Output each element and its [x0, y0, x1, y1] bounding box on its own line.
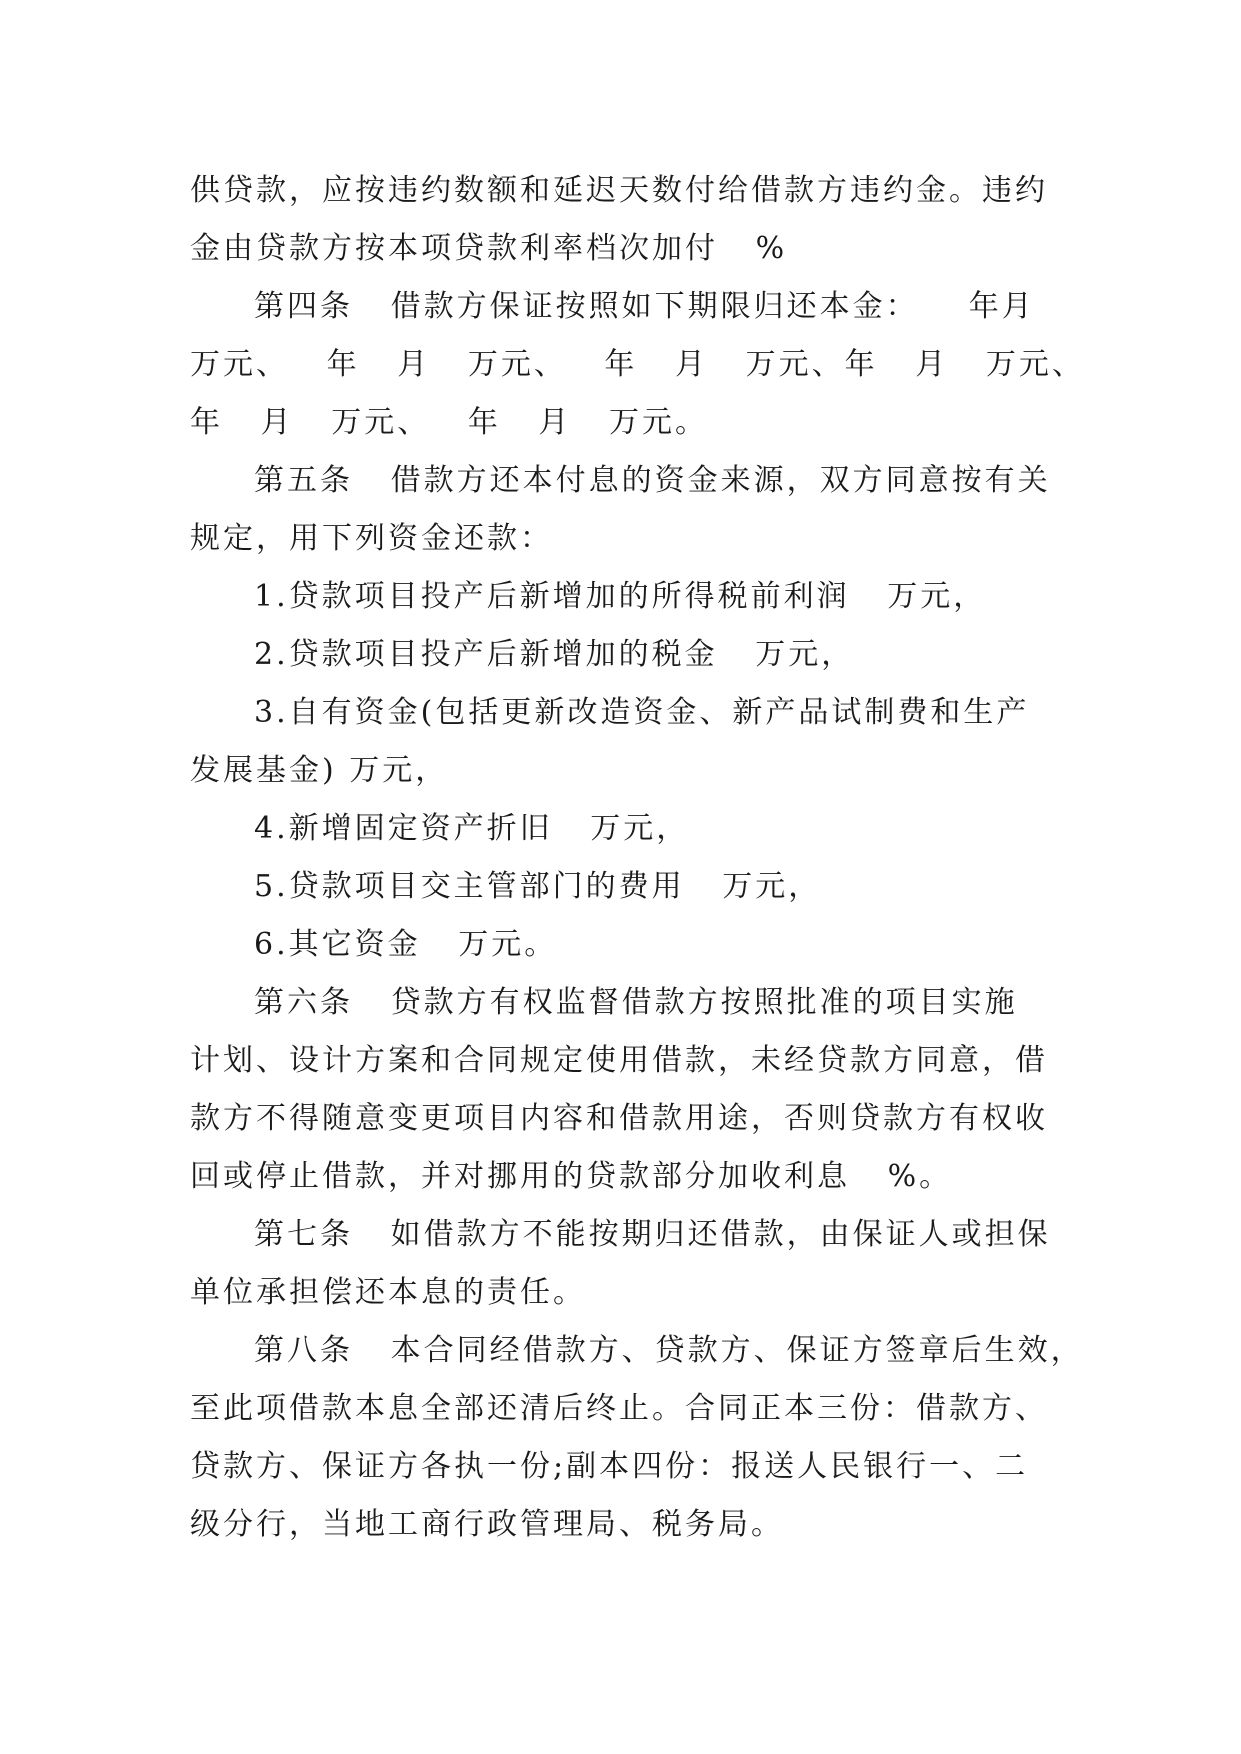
text-line: 款方不得随意变更项目内容和借款用途，否则贷款方有权收: [190, 1101, 1048, 1136]
contract-text: [190, 162, 1085, 1554]
article-6-heading-line: 第六条 贷款方有权监督借款方按照批准的项目实施: [254, 985, 1018, 1020]
text-line: 年 月 万元、 年 月 万元。: [190, 405, 709, 440]
text-line: 计划、设计方案和合同规定使用借款，未经贷款方同意，借: [190, 1043, 1048, 1078]
article-7-heading-line: 第七条 如借款方不能按期归还借款，由保证人或担保: [254, 1217, 1051, 1252]
text-line: 金由贷款方按本项贷款利率档次加付 %: [190, 231, 788, 266]
text-line: 回或停止借款，并对挪用的贷款部分加收利息 %。: [190, 1159, 953, 1194]
text-line: 至此项借款本息全部还清后终止。合同正本三份：借款方、: [190, 1391, 1048, 1426]
list-item: 1.贷款项目投产后新增加的所得税前利润 万元，: [254, 579, 987, 614]
list-item: 4.新增固定资产折旧 万元，: [254, 811, 690, 846]
text-line: 发展基金) 万元，: [190, 753, 449, 788]
list-item: 2.贷款项目投产后新增加的税金 万元，: [254, 637, 855, 672]
article-8-heading-line: 第八条 本合同经借款方、贷款方、保证方签章后生效，: [254, 1333, 1084, 1368]
list-item: 5.贷款项目交主管部门的费用 万元，: [254, 869, 822, 904]
text-line: 级分行，当地工商行政管理局、税务局。: [190, 1507, 784, 1542]
text-line: 贷款方、保证方各执一份;副本四份：报送人民银行一、二: [190, 1449, 1029, 1484]
text-line: 万元、 年 月 万元、 年 月 万元、年 月 万元、: [190, 347, 1085, 382]
list-item: 6.其它资金 万元。: [254, 927, 558, 962]
article-5-heading-line: 第五条 借款方还本付息的资金来源，双方同意按有关: [254, 463, 1051, 498]
list-item: 3.自有资金(包括更新改造资金、新产品试制费和生产: [254, 695, 1030, 730]
text-line: 规定，用下列资金还款：: [190, 521, 553, 556]
text-line: 供贷款，应按违约数额和延迟天数付给借款方违约金。违约: [190, 173, 1048, 208]
article-4-heading-line: 第四条 借款方保证按照如下期限归还本金： 年月: [254, 289, 1035, 324]
text-line: 单位承担偿还本息的责任。: [190, 1275, 586, 1310]
